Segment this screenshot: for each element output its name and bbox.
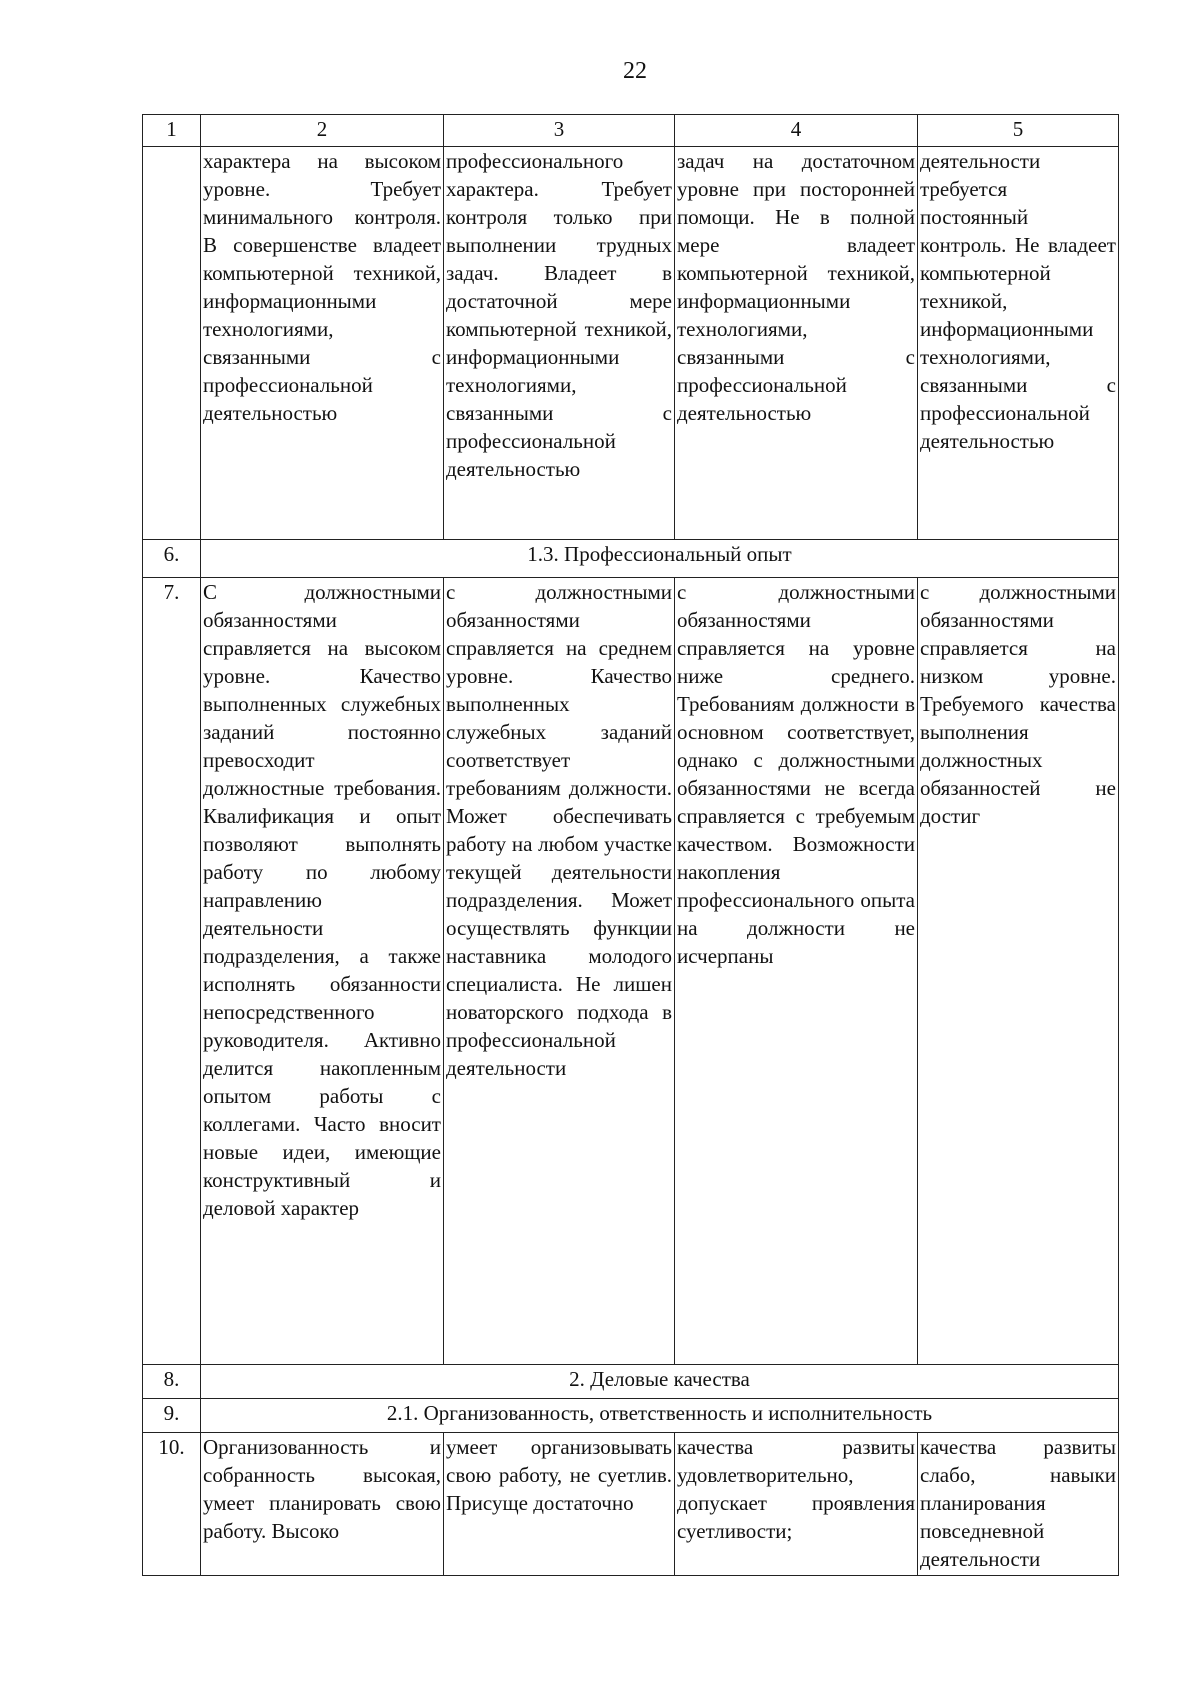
criteria-cell-level-4: деятельности требуется постоянный контроль. Не владеет компьютерной техникой, информационными технологиями, связанными с профессиональной деятельностью bbox=[918, 147, 1119, 540]
criteria-cell-level-1: Организованность и собранность высокая, умеет планировать свою работу. Высоко bbox=[201, 1433, 444, 1576]
row-number-cell: 6. bbox=[143, 540, 201, 578]
criteria-cell-level-2: умеет организовывать свою работу, не суетлив. Присуще достаточно bbox=[444, 1433, 675, 1576]
criteria-cell-level-4: качества развиты слабо, навыки планирования повседневной деятельности bbox=[918, 1433, 1119, 1576]
header-cell-2: 2 bbox=[201, 115, 444, 147]
page-number: 22 bbox=[623, 58, 647, 84]
table-row-8 bbox=[143, 1365, 1119, 1399]
header-cell-4: 4 bbox=[675, 115, 918, 147]
criteria-cell-level-3: качества развиты удовлетворительно, допускает проявления суетливости; bbox=[675, 1433, 918, 1576]
row-number-cell bbox=[143, 147, 201, 540]
section-heading: 2.1. Организованность, ответственность и исполнительность bbox=[201, 1399, 1119, 1433]
row-number-cell: 7. bbox=[143, 578, 201, 1365]
table-row-10 bbox=[143, 1433, 1119, 1576]
header-cell-1: 1 bbox=[143, 115, 201, 147]
criteria-cell-level-3: с должностными обязанностями справляется на уровне ниже среднего. Требованиям должности в основном соответствует, однако с должностными обязанностями не всегда справляется с требуемым качеством. Возможности накопления профессионального опыта на должности не исчерпаны bbox=[675, 578, 918, 1365]
evaluation-table bbox=[142, 114, 1119, 1576]
row-number-cell: 9. bbox=[143, 1399, 201, 1433]
criteria-cell-level-4: с должностными обязанностями справляется на низком уровне. Требуемого качества выполнения должностных обязанностей не достиг bbox=[918, 578, 1119, 1365]
header-cell-5: 5 bbox=[918, 115, 1119, 147]
section-heading: 2. Деловые качества bbox=[201, 1365, 1119, 1399]
criteria-cell-level-3: задач на достаточном уровне при посторонней помощи. Не в полной мере владеет компьютерной техникой, информационными технологиями, связанными с профессиональной деятельностью bbox=[675, 147, 918, 540]
table-header-row bbox=[143, 115, 1119, 147]
row-number-cell: 8. bbox=[143, 1365, 201, 1399]
table-row-continuation bbox=[143, 147, 1119, 540]
criteria-cell-level-1: С должностными обязанностями справляется на высоком уровне. Качество выполненных служебных заданий постоянно превосходит должностные требования. Квалификация и опыт позволяют выполнять работу по любому направлению деятельности подразделения, а также исполнять обязанности непосредственного руководителя. Активно делится накопленным опытом работы с коллегами. Часто вносит новые идеи, имеющие конструктивный и деловой характер bbox=[201, 578, 444, 1365]
table-row-7 bbox=[143, 578, 1119, 1365]
section-heading: 1.3. Профессиональный опыт bbox=[201, 540, 1119, 578]
criteria-cell-level-2: с должностными обязанностями справляется на среднем уровне. Качество выполненных служебных заданий соответствует требованиям должности. Может обеспечивать работу на любом участке текущей деятельности подразделения. Может осуществлять функции наставника молодого специалиста. Не лишен новаторского подхода в профессиональной деятельности bbox=[444, 578, 675, 1365]
row-number-cell: 10. bbox=[143, 1433, 201, 1576]
criteria-cell-level-2: профессионального характера. Требует контроля только при выполнении трудных задач. Владеет в достаточной мере компьютерной техникой, информационными технологиями, связанными с профессиональной деятельностью bbox=[444, 147, 675, 540]
criteria-cell-level-1: характера на высоком уровне. Требует минимального контроля. В совершенстве владеет компьютерной техникой, информационными технологиями, связанными с профессиональной деятельностью bbox=[201, 147, 444, 540]
header-cell-3: 3 bbox=[444, 115, 675, 147]
table-row-6 bbox=[143, 540, 1119, 578]
table-row-9 bbox=[143, 1399, 1119, 1433]
